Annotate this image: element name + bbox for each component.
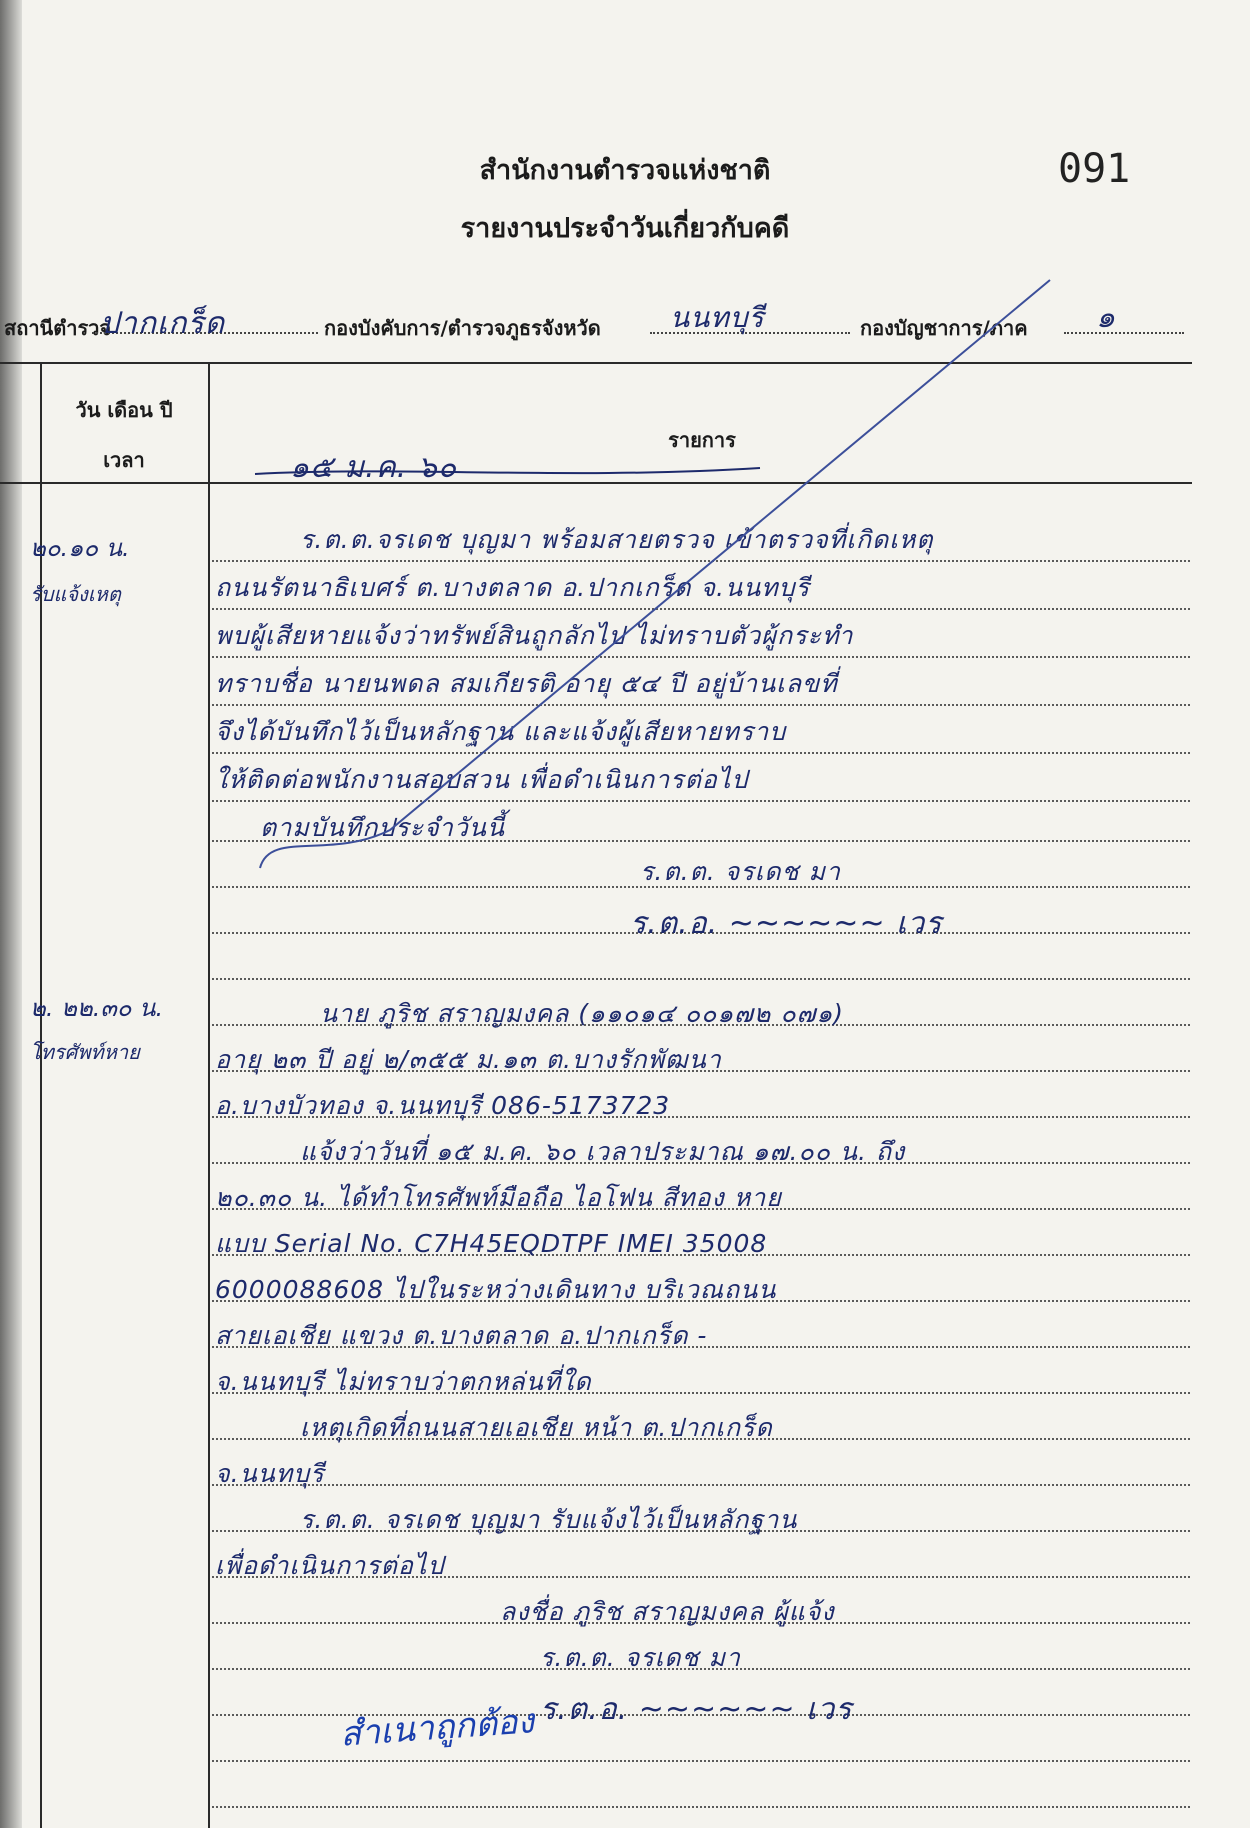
entry2-line9: จ.นนทบุรี ไม่ทราบว่าตกหล่นที่ใด (215, 1367, 592, 1396)
entry2-signature: ร.ต.อ. ~~~~~~ เวร (540, 1692, 853, 1727)
diagonal-strike-line (250, 270, 1070, 890)
entry2-reporter: ลงชื่อ ภูริช สราญมงคล ผู้แจ้ง (500, 1597, 835, 1626)
entry2-line6: แบบ Serial No. C7H45EQDTPF IMEI 35008 (215, 1229, 768, 1258)
report-title: รายงานประจำวันเกี่ยวกับคดี (460, 213, 790, 244)
entry2-line7: 6000088608 ไปในระหว่างเดินทาง บริเวณถนน (215, 1275, 777, 1304)
entry1-line3: พบผู้เสียหายแจ้งว่าทรัพย์สินถูกลักไป ไม่ทราบตัวผู้กระทำ (215, 621, 854, 650)
entry1-officer: ร.ต.ต. จรเดช มา (640, 857, 841, 886)
bureau-label: กองบัญชาการ/ภาค (860, 316, 1028, 340)
entry2-line4: แจ้งว่าวันที่ ๑๕ ม.ค. ๖๐ เวลาประมาณ ๑๗.๐๐ น. ถึง (300, 1137, 906, 1166)
entry2-line1: นาย ภูริช สราญมงคล (๑๑๐๑๔ ๐๐๑๗๒ ๐๗๑) (320, 999, 845, 1028)
entry2-line3: อ.บางบัวทอง จ.นนทบุรี 086-5173723 (215, 1091, 671, 1120)
entry1-line5: จึงได้บันทึกไว้เป็นหลักฐาน และแจ้งผู้เสียหายทราบ (215, 717, 787, 746)
agency-title: สำนักงานตำรวจแห่งชาติ (479, 155, 771, 186)
entry1-signature: ร.ต.อ. ~~~~~~ เวร (630, 906, 943, 941)
entry1-line4: ทราบชื่อ นายนพดล สมเกียรติ อายุ ๕๔ ปี อยู่บ้านเลขที่ (215, 669, 838, 698)
col-date-header-line1: วัน เดือน ปี (75, 398, 173, 422)
entry2-line11: จ.นนทบุรี (215, 1459, 325, 1488)
handwritten-date-heading: ๑๕ ม.ค. ๖๐ (290, 450, 458, 485)
entry1-line2: ถนนรัตนาธิเบศร์ ต.บางตลาด อ.ปากเกร็ด จ.นนทบุรี (215, 573, 810, 602)
entry2-line8: สายเอเชีย แขวง ต.บางตลาด อ.ปากเกร็ด - (215, 1321, 708, 1350)
page-number: 091 (1058, 146, 1131, 192)
blue-initials-mark: สำเนาถูกต้อง (338, 1701, 536, 1755)
col-detail-header: รายการ (668, 428, 736, 452)
entry1-subject: รับแจ้งเหตุ (30, 582, 121, 606)
entry2-line5: ๒๐.๓๐ น. ได้ทำโทรศัพท์มือถือ ไอโฟน สีทอง หาย (215, 1183, 782, 1212)
division-label: กองบังคับการ/ตำรวจภูธรจังหวัด (324, 316, 601, 340)
entry2-line13: เพื่อดำเนินการต่อไป (215, 1551, 445, 1580)
entry2-line10: เหตุเกิดที่ถนนสายเอเชีย หน้า ต.ปากเกร็ด (300, 1413, 773, 1442)
binding-shadow (0, 0, 22, 1828)
entry2-line12: ร.ต.ต. จรเดช บุญมา รับแจ้งไว้เป็นหลักฐาน (300, 1505, 798, 1534)
col-date-header-line2: เวลา (103, 448, 145, 472)
entry2-line2: อายุ ๒๓ ปี อยู่ ๒/๓๕๕ ม.๑๓ ต.บางรักพัฒนา (215, 1045, 722, 1074)
entry1-time: ๒๐.๑๐ น. (30, 534, 130, 562)
entry1-line7: ตามบันทึกประจำวันนี้ (260, 813, 505, 842)
entry1-line6: ให้ติดต่อพนักงานสอบสวน เพื่อดำเนินการต่อไป (215, 765, 749, 794)
entry2-officer: ร.ต.ต. จรเดช มา (540, 1643, 741, 1672)
station-handwriting: ปากเกร็ด (100, 306, 226, 341)
entry1-line1: ร.ต.ต.จรเดช บุญมา พร้อมสายตรวจ เข้าตรวจที่เกิดเหตุ (300, 525, 934, 554)
bureau-handwriting: ๑ (1096, 300, 1117, 335)
entry2-subject: โทรศัพท์หาย (30, 1040, 140, 1064)
bureau-dots (1064, 332, 1184, 334)
entry2-time: ๒. ๒๒.๓๐ น. (30, 994, 164, 1022)
division-handwriting: นนทบุรี (670, 301, 765, 334)
station-label: สถานีตำรวจ (4, 316, 112, 340)
